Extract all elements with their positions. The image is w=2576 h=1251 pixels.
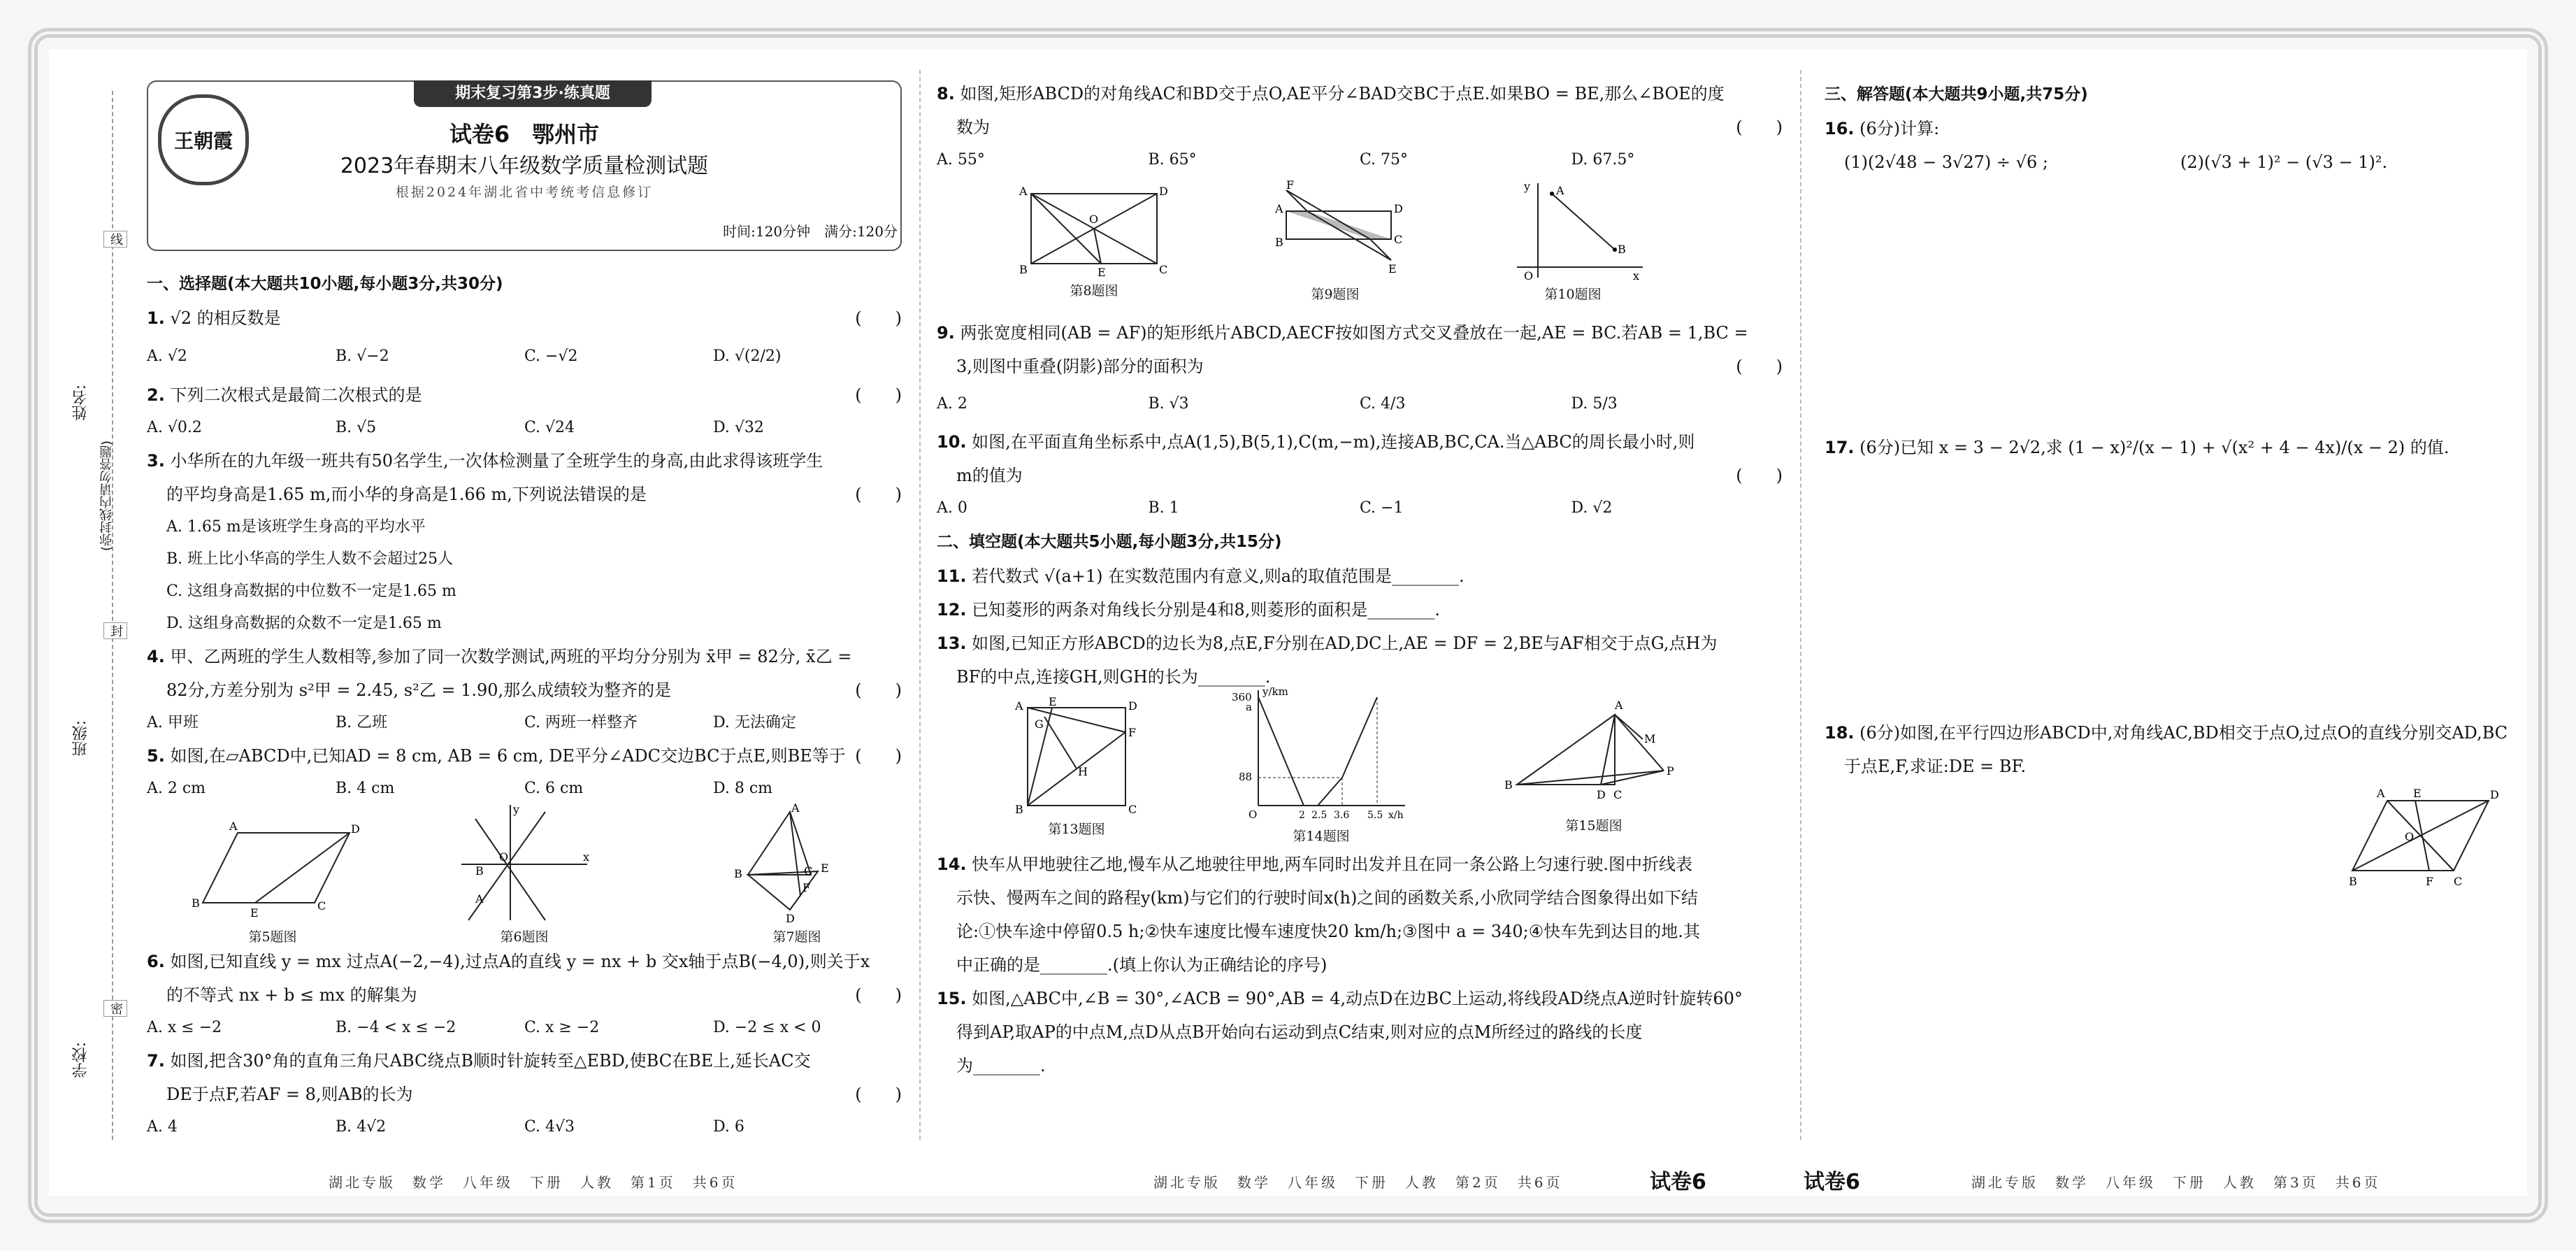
- question-9: 9. 两张宽度相同(AB = AF)的矩形纸片ABCD,AECF按如图方式交叉叠放在一起,AE = BC.若AB = 1,BC =: [937, 323, 1748, 343]
- svg-text:E: E: [1388, 262, 1397, 276]
- q4-options: A. 甲班 B. 乙班 C. 两班一样整齐 D. 无法确定: [147, 714, 796, 731]
- question-10: 10. 如图,在平面直角坐标系中,点A(1,5),B(5,1),C(m,−m),连接AB,BC,CA.当△ABC的周长最小时,则: [937, 432, 1695, 452]
- question-13: 13. 如图,已知正方形ABCD的边长为8,点E,F分别在AD,DC上,AE = DF = 2,BE与AF相交于点G,点H为: [937, 634, 1718, 653]
- svg-text:G: G: [1035, 717, 1044, 731]
- svg-text:A: A: [1615, 699, 1623, 712]
- svg-text:B: B: [192, 896, 200, 910]
- section-1-title: 一、选择题(本大题共10小题,每小题3分,共30分): [147, 275, 503, 293]
- svg-text:O: O: [2405, 830, 2415, 843]
- svg-text:D: D: [2490, 788, 2499, 801]
- svg-text:C: C: [1128, 803, 1137, 816]
- q1-options: A. √2 B. √−2 C. −√2 D. √(2/2): [147, 348, 782, 365]
- time-score: 时间:120分钟 满分:120分: [723, 223, 898, 240]
- svg-text:A: A: [791, 801, 800, 815]
- svg-text:E: E: [1098, 266, 1106, 279]
- question-3: 3. 小华所在的九年级一班共有50名学生,一次体检测量了全班学生的身高,由此求得该班学生: [147, 451, 823, 471]
- question-4: 4. 甲、乙两班的学生人数相等,参加了同一次数学测试,两班的平均分分别为 x̄甲 = 82分, x̄乙 =: [147, 647, 852, 666]
- svg-text:F: F: [803, 881, 811, 894]
- question-11: 11. 若代数式 √(a+1) 在实数范围内有意义,则a的取值范围是________.: [937, 566, 1465, 586]
- question-14-line4: 中正确的是________.(填上你认为正确结论的序号): [956, 955, 1327, 975]
- revision-note: 根据2024年湖北省中考统考信息修订: [395, 185, 654, 200]
- svg-text:M: M: [1644, 732, 1656, 745]
- svg-text:E: E: [2413, 787, 2422, 800]
- question-16: 16. (6分)计算:: [1825, 119, 1940, 138]
- footer-exam-tag-left: 试卷6: [1804, 1170, 1860, 1194]
- seal-tag-xian: 线: [103, 231, 127, 248]
- question-14-line3: 论:①快车途中停留0.5 h;②快车速度比慢车速度快20 km/h;③图中 a = 340;④快车先到达目的地.其: [956, 922, 1700, 941]
- svg-text:y/km: y/km: [1262, 685, 1288, 698]
- question-2: 2. 下列二次根式是最简二次根式的是 ( ): [147, 385, 902, 405]
- logo-text: 王朝霞: [173, 129, 233, 152]
- figure-5: [189, 812, 360, 945]
- svg-text:y: y: [513, 803, 520, 816]
- svg-text:F: F: [1286, 178, 1295, 192]
- svg-text:E: E: [821, 862, 829, 875]
- svg-text:D: D: [1128, 699, 1137, 713]
- question-10-line2: m的值为 ( ): [956, 466, 1783, 485]
- question-7: 7. 如图,把含30°角的直角三角尺ABC绕点B顺时针旋转至△EBD,使BC在BE上,延长AC交: [147, 1051, 811, 1071]
- q6-options: A. x ≤ −2 B. −4 < x ≤ −2 C. x ≥ −2 D. −2 ≤ x < 0: [147, 1019, 821, 1036]
- svg-text:C: C: [1394, 233, 1403, 246]
- question-16-parts: (1)(2√48 − 3√27) ÷ √6 ; (2)(√3 + 1)² − (√3 − 1)².: [1844, 152, 2388, 172]
- column-divider-1: [919, 70, 921, 1140]
- caption-figure-10: 第10题图: [1544, 287, 1602, 302]
- q9-options: A. 2 B. √3 C. 4/3 D. 5/3: [937, 395, 1618, 413]
- exam-title: 试卷6 鄂州市: [449, 121, 600, 148]
- svg-text:A: A: [1019, 185, 1028, 198]
- question-6-line2: 的不等式 nx + b ≤ mx 的解集为 ( ): [166, 985, 902, 1005]
- caption-figure-13: 第13题图: [1048, 822, 1105, 837]
- class-label: 班级:: [72, 720, 89, 757]
- seal-tag-feng: 封: [103, 622, 127, 639]
- q3-option-b: B. 班上比小华高的学生人数不会超过25人: [166, 550, 454, 568]
- seal-line: [112, 91, 113, 1140]
- figure-18: [1825, 783, 2517, 888]
- name-label: 姓名:: [72, 385, 89, 421]
- svg-text:A: A: [1556, 184, 1564, 197]
- seal-tag-mi: 密: [103, 1000, 127, 1017]
- q7-options: A. 4 B. 4√2 C. 4√3 D. 6: [147, 1118, 744, 1136]
- svg-text:P: P: [1667, 764, 1674, 778]
- svg-text:x/h: x/h: [1388, 810, 1404, 821]
- question-15: 15. 如图,△ABC中,∠B = 30°,∠ACB = 90°,AB = 4,动点D在边BC上运动,将线段AD绕点A逆时针旋转60°: [937, 989, 1743, 1008]
- figure-10: [1496, 176, 1650, 303]
- question-18: 18. (6分)如图,在平行四边形ABCD中,对角线AC,BD相交于点O,过点O的直线分别交AD,BC: [1825, 723, 2508, 743]
- figure-7: [727, 801, 867, 945]
- question-8-line2: 数为 ( ): [956, 117, 1783, 137]
- q5-options: A. 2 cm B. 4 cm C. 6 cm D. 8 cm: [147, 780, 773, 797]
- svg-text:C: C: [2454, 875, 2463, 888]
- caption-figure-8: 第8题图: [1070, 283, 1118, 299]
- svg-text:x: x: [583, 850, 590, 864]
- question-1: 1. √2 的相反数是 ( ): [147, 308, 902, 328]
- figure-15: [1503, 694, 1685, 834]
- triangle-figure: [727, 801, 867, 925]
- svg-text:5.5: 5.5: [1367, 810, 1383, 821]
- seal-note: (弥封线内请勿答题): [99, 441, 114, 552]
- question-3-line2: 的平均身高是1.65 m,而小华的身高是1.66 m,下列说法错误的是 ( ): [166, 485, 902, 504]
- figure-14: [1230, 687, 1412, 845]
- question-18-line2: 于点E,F,求证:DE = BF.: [1844, 757, 2027, 776]
- column-1: [147, 49, 902, 1140]
- svg-text:H: H: [1078, 765, 1088, 778]
- answer-space-16: [1825, 179, 2517, 431]
- footer-page-2: 湖北专版 数学 八年级 下册 人教 第2页 共6页: [1153, 1174, 1563, 1191]
- svg-text:A: A: [229, 820, 238, 833]
- svg-text:F: F: [2426, 875, 2434, 888]
- banner: 期末复习第3步·练真题: [414, 80, 652, 107]
- svg-text:2: 2: [1299, 810, 1305, 821]
- question-15-line2: 得到AP,取AP的中点M,点D从点B开始向右运动到点C结束,则对应的点M所经过的路线的长度: [956, 1022, 1643, 1042]
- q2-options: A. √0.2 B. √5 C. √24 D. √32: [147, 419, 764, 436]
- question-4-line2: 82分,方差分别为 s²甲 = 2.45, s²乙 = 1.90,那么成绩较为整齐的是 ( ): [166, 680, 902, 700]
- rotation-figure: [1503, 694, 1685, 813]
- svg-text:E: E: [250, 906, 259, 920]
- figure-6: [454, 805, 594, 945]
- footer-page-3: 湖北专版 数学 八年级 下册 人教 第3页 共6页: [1971, 1174, 2381, 1191]
- question-9-line2: 3,则图中重叠(阴影)部分的面积为 ( ): [956, 357, 1783, 376]
- caption-figure-5: 第5题图: [248, 929, 297, 945]
- question-17: 17. (6分)已知 x = 3 − 2√2,求 (1 − x)²/(x − 1) + √(x² + 4 − 4x)/(x − 2) 的值.: [1825, 438, 2449, 457]
- svg-text:2.5: 2.5: [1311, 810, 1327, 821]
- caption-figure-14: 第14题图: [1293, 829, 1350, 844]
- q3-option-d: D. 这组身高数据的众数不一定是1.65 m: [166, 615, 442, 632]
- svg-text:E: E: [1049, 695, 1057, 708]
- figures-row-2: [937, 176, 1783, 316]
- svg-text:B: B: [1015, 803, 1023, 816]
- figure-9: [1258, 176, 1412, 303]
- section-2-title: 二、填空题(本大题共5小题,每小题3分,共15分): [937, 533, 1282, 551]
- svg-text:A: A: [1015, 699, 1023, 713]
- parallelogram-figure-18: [2349, 783, 2503, 888]
- svg-text:C: C: [1159, 263, 1168, 276]
- figures-row-1: [147, 801, 902, 945]
- paper-sheet: [49, 49, 2527, 1196]
- column-2: [937, 49, 1783, 1140]
- answer-space-17: [1825, 464, 2517, 716]
- caption-figure-9: 第9题图: [1311, 287, 1360, 302]
- svg-text:C: C: [804, 864, 813, 878]
- exam-header: [147, 80, 902, 251]
- svg-text:D: D: [1159, 185, 1168, 198]
- column-divider-2: [1800, 70, 1801, 1140]
- question-5: 5. 如图,在▱ABCD中,已知AD = 8 cm, AB = 6 cm, DE平分∠ADC交边BC于点E,则BE等于 ( ): [147, 746, 902, 766]
- q3-option-c: C. 这组身高数据的中位数不一定是1.65 m: [166, 582, 456, 600]
- svg-text:a: a: [1246, 701, 1252, 713]
- svg-text:B: B: [1019, 263, 1028, 276]
- svg-text:C: C: [317, 899, 326, 913]
- footer-exam-tag-right: 试卷6: [1650, 1170, 1706, 1194]
- svg-text:O: O: [499, 850, 509, 864]
- question-14: 14. 快车从甲地驶往乙地,慢车从乙地驶往甲地,两车同时出发并且在同一条公路上匀速行驶.图中折线表: [937, 855, 1693, 874]
- svg-text:A: A: [1275, 202, 1283, 215]
- svg-text:88: 88: [1239, 771, 1253, 783]
- question-13-line2: BF的中点,连接GH,则GH的长为________.: [956, 667, 1271, 687]
- figure-13: [1014, 697, 1139, 838]
- svg-text:B: B: [2349, 875, 2357, 888]
- question-6: 6. 如图,已知直线 y = mx 过点A(−2,−4),过点A的直线 y = nx + b 交x轴于点B(−4,0),则关于x: [147, 952, 870, 971]
- q3-option-a: A. 1.65 m是该班学生身高的平均水平: [166, 518, 426, 536]
- overlap-figure: [1258, 176, 1412, 281]
- svg-text:D: D: [1597, 788, 1606, 801]
- svg-text:3.6: 3.6: [1334, 810, 1350, 821]
- school-label: 学校:: [72, 1042, 89, 1078]
- svg-text:A: A: [475, 892, 484, 906]
- svg-text:B: B: [475, 864, 484, 878]
- svg-text:B: B: [1504, 778, 1513, 792]
- column-3: [1825, 49, 2517, 1140]
- svg-text:D: D: [351, 822, 360, 836]
- square-figure: [1014, 697, 1139, 816]
- svg-text:O: O: [1249, 808, 1258, 821]
- svg-text:B: B: [1275, 236, 1283, 249]
- footer-page-1: 湖北专版 数学 八年级 下册 人教 第1页 共6页: [329, 1174, 738, 1191]
- binding-margin: [49, 49, 133, 1196]
- figures-row-3: [937, 685, 1783, 848]
- distance-time-graph: [1230, 687, 1412, 823]
- parallelogram-figure: [189, 812, 360, 924]
- svg-text:F: F: [1128, 726, 1137, 739]
- question-15-line3: 为________.: [956, 1056, 1046, 1075]
- caption-figure-6: 第6题图: [500, 929, 549, 945]
- svg-text:A: A: [2377, 787, 2385, 800]
- section-3-title: 三、解答题(本大题共9小题,共75分): [1825, 85, 2088, 103]
- exam-subtitle: 2023年春期末八年级数学质量检测试题: [340, 154, 709, 178]
- figure-8: [1014, 180, 1174, 299]
- caption-figure-7: 第7题图: [772, 929, 821, 945]
- svg-text:B: B: [1618, 243, 1626, 256]
- svg-text:D: D: [786, 912, 795, 925]
- svg-text:O: O: [1524, 269, 1534, 283]
- question-14-line2: 示快、慢两车之间的路程y(km)与它们的行驶时间x(h)之间的函数关系,小欣同学结合图象得出如下结: [956, 888, 1698, 908]
- svg-text:B: B: [734, 867, 742, 880]
- svg-text:C: C: [1613, 788, 1622, 801]
- question-7-line2: DE于点F,若AF = 8,则AB的长为 ( ): [166, 1085, 902, 1104]
- svg-text:D: D: [1394, 202, 1403, 215]
- svg-text:360: 360: [1232, 691, 1252, 703]
- q10-options: A. 0 B. 1 C. −1 D. √2: [937, 499, 1613, 517]
- svg-text:O: O: [1089, 213, 1099, 226]
- svg-text:x: x: [1633, 269, 1640, 283]
- rectangle-figure: [1014, 180, 1174, 278]
- question-12: 12. 已知菱形的两条对角线长分别是4和8,则菱形的面积是________.: [937, 600, 1440, 620]
- q8-options: A. 55° B. 65° C. 75° D. 67.5°: [937, 151, 1635, 169]
- coordinate-figure: [1496, 176, 1650, 281]
- caption-figure-15: 第15题图: [1565, 818, 1622, 834]
- svg-text:y: y: [1524, 180, 1531, 193]
- question-8: 8. 如图,矩形ABCD的对角线AC和BD交于点O,AE平分∠BAD交BC于点E.如果BO = BE,那么∠BOE的度: [937, 84, 1725, 103]
- line-graph-figure: [454, 805, 594, 924]
